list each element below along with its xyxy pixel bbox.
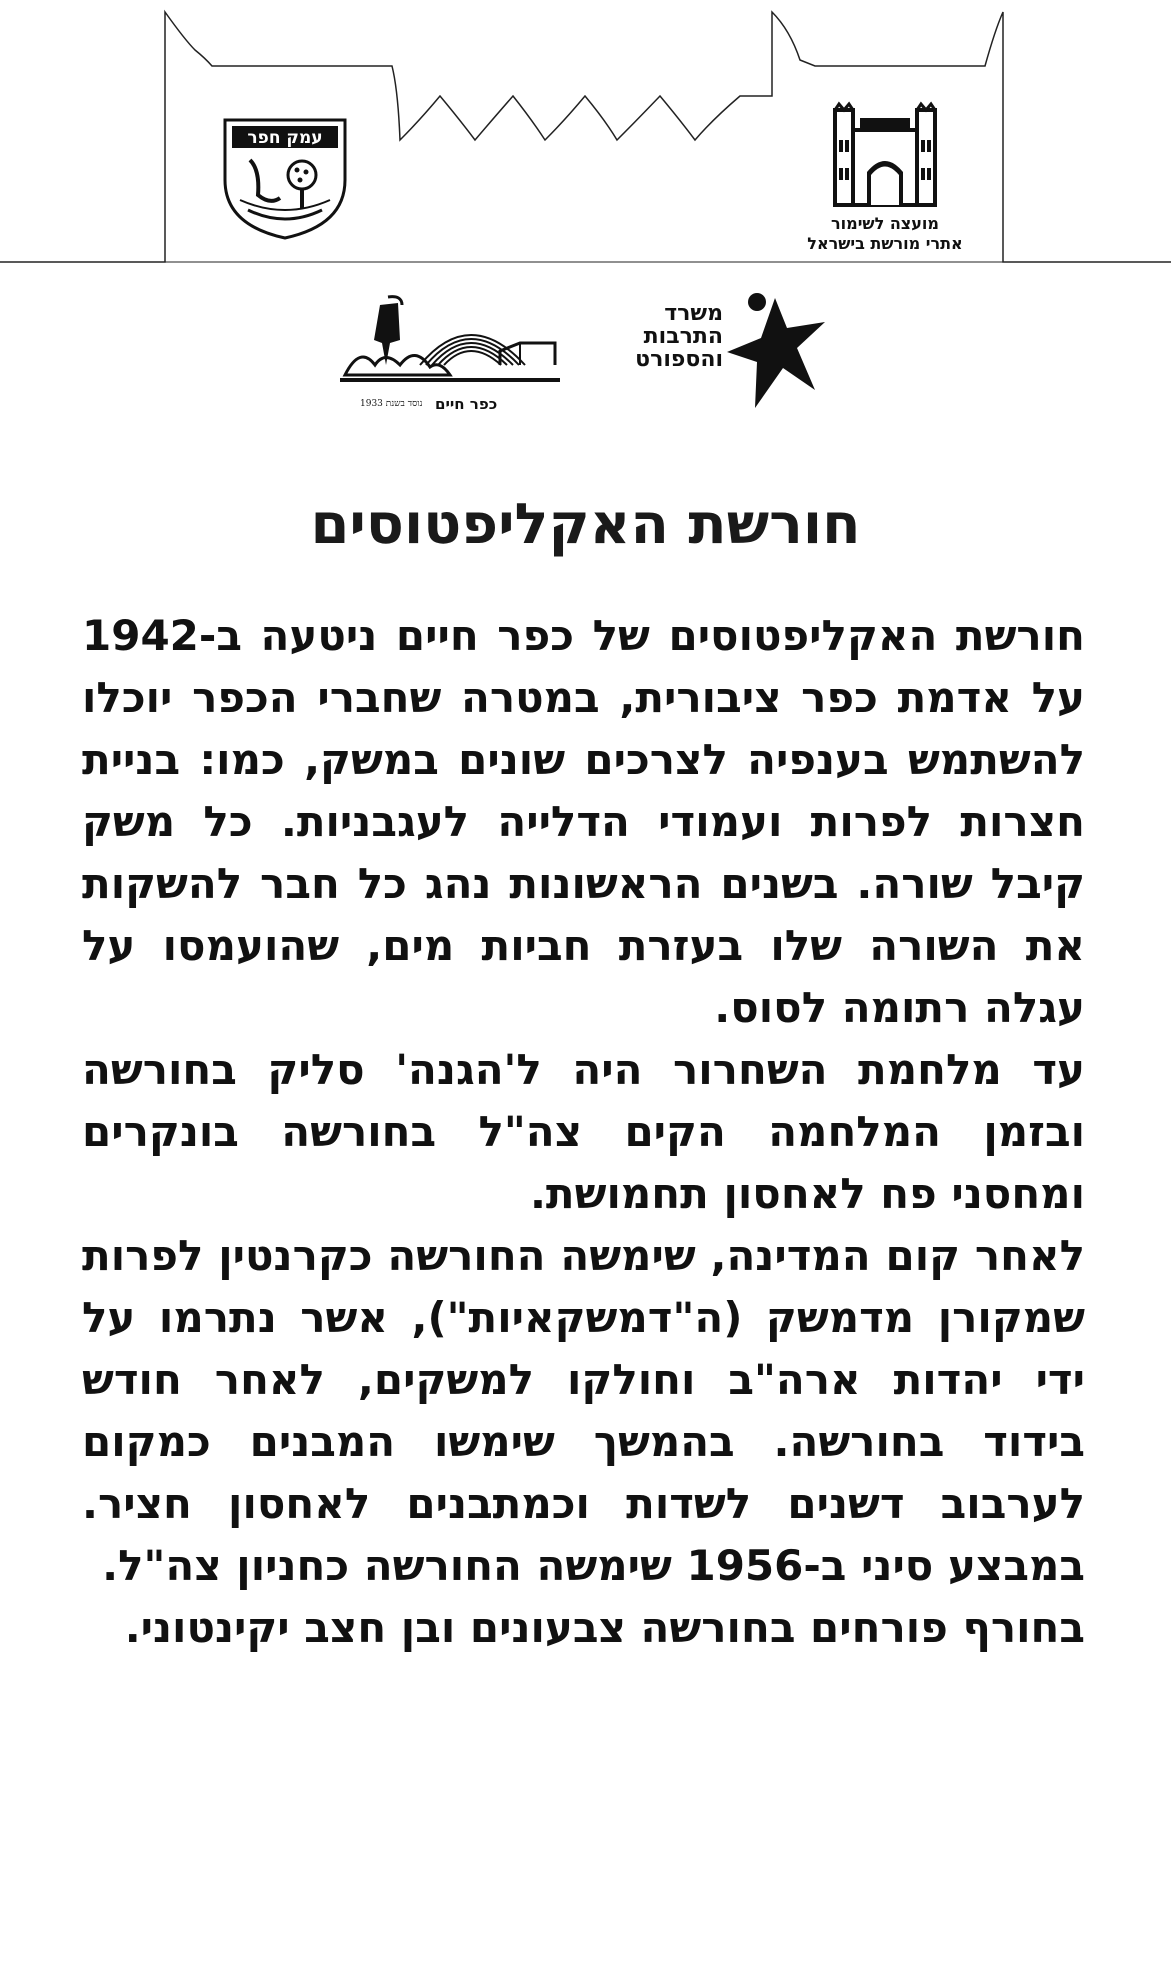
page-title: חורשת האקליפטוסים bbox=[310, 492, 861, 557]
ministry-line1: משרד bbox=[664, 301, 723, 326]
ministry-line3: והספורט bbox=[635, 347, 723, 372]
ministry-culture-sport-logo bbox=[605, 290, 835, 420]
paragraph-history: חורשת האקליפטוסים של כפר חיים ניטעה ב-1942 על אדמת כפר ציבורית, במטרה שחברי הכפר יוכלו להשתמש בענפיה לצרכים שונים במשק, כמו: בניית חצרות לפרות ועמודי הדלייה לעגבניות. כל משק קיבל שורה. בשנים הראשונות נהג כל חבר להשקות את השורה שלו בעזרת חביות מים, שהועמסו על עגלה רתומה לסוס. bbox=[82, 611, 1085, 1032]
heritage-council-logo bbox=[800, 100, 970, 260]
paragraph-flowers: בחורף פורחים בחורשה צבעונים ובן חצב יקינטוני. bbox=[124, 1603, 1085, 1652]
heritage-council-line1: מועצה לשימור bbox=[831, 214, 939, 233]
kfar-chaim-founded: נוסד בשנת 1933 bbox=[360, 399, 423, 409]
emek-hefer-label: עמק חפר bbox=[247, 128, 323, 148]
emek-hefer-emblem bbox=[220, 110, 350, 240]
body-text bbox=[82, 605, 1085, 1659]
paragraph-quarantine: לאחר קום המדינה, שימשה החורשה כקרנטין לפרות שמקורן מדמשק (ה"דמשקאיות"), אשר נתרמו על ידי יהדות ארה"ב וחולקו למשקים, לאחר חודש בידוד בחורשה. בהמשך שימשו המבנים כמקום לערבוב דשנים לשדות וכמתבנים לאחסון חציר. במבצע סיני ב-1956 שימשה החורשה כחניון צה"ל. bbox=[82, 1231, 1085, 1590]
kfar-chaim-logo bbox=[340, 295, 565, 415]
kfar-chaim-name: כפר חיים bbox=[435, 395, 498, 413]
star-figure-icon bbox=[725, 290, 830, 410]
battlement-frame bbox=[0, 0, 1171, 270]
castle-icon bbox=[825, 100, 945, 210]
ministry-line2: התרבות bbox=[643, 324, 723, 349]
heritage-council-line2: אתרי מורשת בישראל bbox=[807, 234, 963, 253]
water-tower-rainbow-icon bbox=[340, 295, 565, 395]
paragraph-war: עד מלחמת השחרור היה ל'הגנה' סליק בחורשה ובזמן המלחמה הקים צה"ל בחורשה בונקרים ומחסני פח לאחסון תחמושת. bbox=[82, 1045, 1085, 1218]
